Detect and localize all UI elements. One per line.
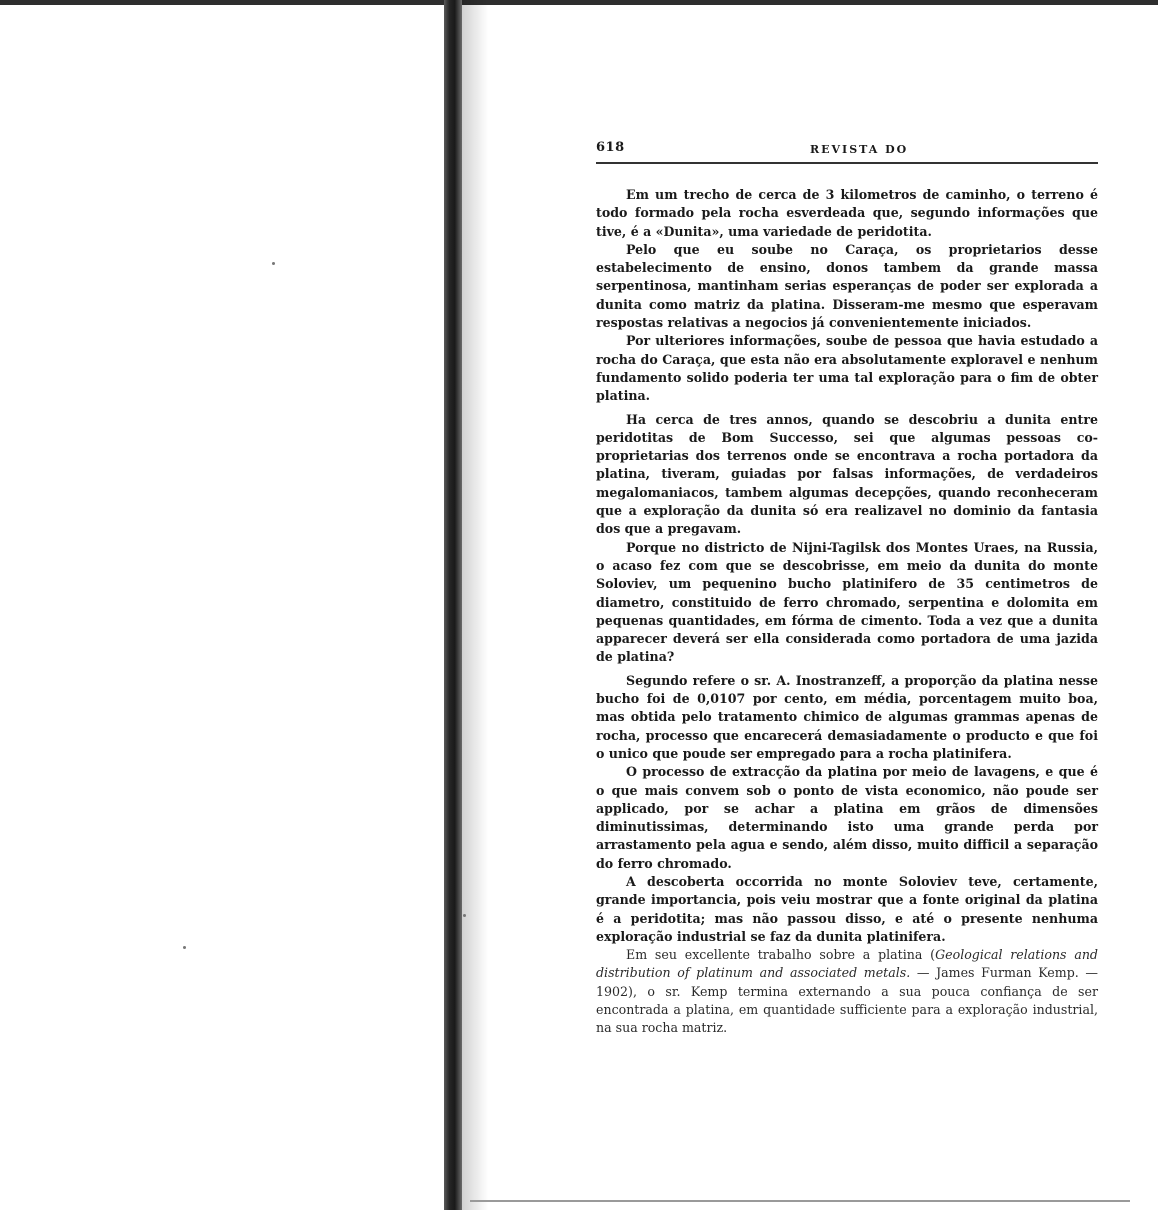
- paragraph: Pelo que eu soube no Caraça, os proprietarios desse estabelecimento de ensino, donos tambem da grande massa serpentinosa, mantinham serias esperanças de poder ser explorada a dunita como matriz da platina. Disseram-me mesmo que esperavam respostas relativas a negocios já convenientemente iniciados.: [596, 241, 1098, 331]
- bottom-edge-line: [470, 1200, 1130, 1202]
- book-spine: [444, 0, 462, 1210]
- top-border: [0, 0, 1158, 5]
- citation-title: Geological relations and distribution of platinum and associated metals.: [596, 947, 1098, 981]
- page-number: 618: [596, 140, 625, 155]
- paragraph: Em um trecho de cerca de 3 kilometros de caminho, o terreno é todo formado pela rocha esverdeada que, segundo informações que tive, é a «Dunita», uma variedade de peridotita.: [596, 187, 1098, 239]
- paragraph-citation: [596, 946, 1098, 1037]
- paragraph: A descoberta occorrida no monte Soloviev teve, certamente, grande importancia, pois veiu mostrar que a fonte original da platina é a peridotita; mas não passou disso, e até o presente nenhuma exploração industrial se faz da dunita platinifera.: [596, 873, 1098, 944]
- paragraph: Ha cerca de tres annos, quando se descobriu a dunita entre peridotitas de Bom Successo, sei que algumas pessoas co-proprietarias dos terrenos onde se encontrava a rocha portadora da platina, tiveram, guiadas por falsas informações, de verdadeiros megalomaniacos, tambem algumas decepções, quando reconheceram que a exploração da dunita só era realizavel no dominio da fantasia dos que a pregavam.: [596, 411, 1098, 537]
- paragraph: Porque no districto de Nijni-Tagilsk dos Montes Uraes, na Russia, o acaso fez com que se descobrisse, em meio da dunita do monte Soloviev, um pequenino bucho platinifero de 35 centimetros de diametro, constituido de ferro chromado, serpentina e dolomita em pequenas quantidades, em fórma de cimento. Toda a vez que a dunita apparecer deverá ser ella considerada como portadora de uma jazida de platina?: [596, 539, 1098, 665]
- paper-speck: [463, 914, 466, 917]
- page: [596, 140, 1098, 1038]
- paragraph: Segundo refere o sr. A. Inostranzeff, a proporção da platina nesse bucho foi de 0,0107 por cento, em média, porcentagem muito boa, mas obtida pelo tratamento chimico de algumas grammas apenas de rocha, processo que encarecerá demasiadamente o producto e que foi o unico que poude ser empregado para a rocha platinifera.: [596, 672, 1098, 761]
- paper-speck: [272, 262, 275, 265]
- citation-tail-text: — James Furman Kemp. — 1902), o sr. Kemp termina externando a sua pouca confiança de ser encontrada a platina, em quantidade sufficiente para a exploração industrial, na sua rocha matriz.: [596, 965, 1098, 1036]
- running-head: REVISTA DO: [810, 143, 909, 156]
- paragraph: Por ulteriores informações, soube de pessoa que havia estudado a rocha do Caraça, que esta não era absolutamente exploravel e nenhum fundamento solido poderia ter uma tal exploração para o fim de obter platina.: [596, 333, 1098, 404]
- citation-lead-text: Em seu excellente trabalho sobre a platina (: [626, 947, 936, 963]
- page-header: [596, 140, 1098, 164]
- paper-speck: [183, 946, 186, 949]
- paragraph: O processo de extracção da platina por meio de lavagens, e que é o que mais convem sob o ponto de vista economico, não poude ser applicado, por se achar a platina em grãos de dimensões diminutissimas, determinando isto uma grande perda por arrastamento pela agua e sendo, além disso, muito difficil a separação do ferro chromado.: [596, 764, 1098, 871]
- spine-shadow: [462, 0, 488, 1210]
- body-text: [596, 186, 1098, 1038]
